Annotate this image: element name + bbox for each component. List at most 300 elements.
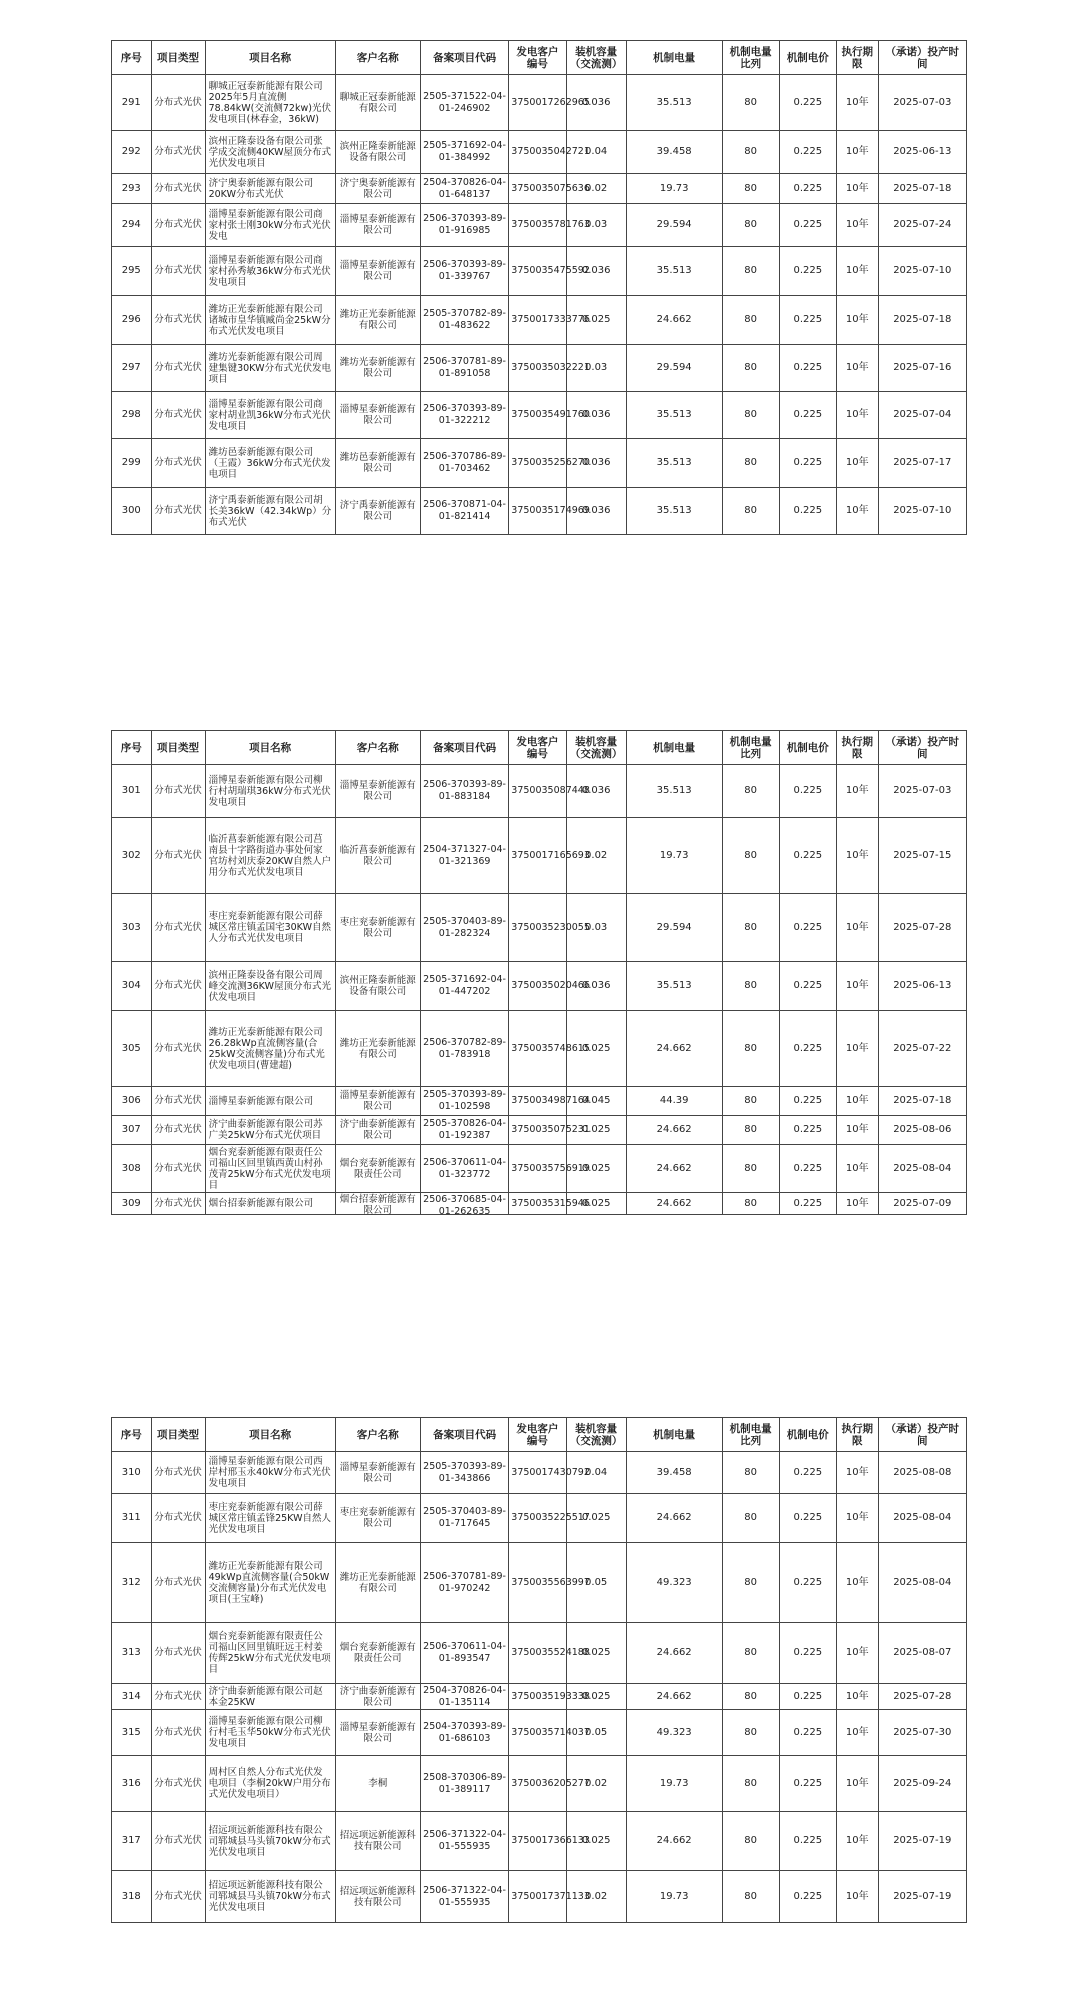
row-number (112, 1543, 152, 1623)
customer-account-text: 3750035174969 (511, 505, 590, 516)
client-name-text: 淄博星泰新能源有限公司 (339, 214, 416, 236)
column-header-installed-capacity: 装机容量（交流测） (566, 731, 626, 765)
commission-date-text: 2025-07-09 (893, 1197, 952, 1209)
project-name (205, 1116, 335, 1145)
filing-code (420, 765, 508, 818)
customer-account-text: 3750035042721 (511, 146, 590, 157)
customer-account (509, 1116, 590, 1145)
customer-account-text: 3750017262965 (511, 96, 590, 108)
energy-ratio-text: 80 (744, 1726, 757, 1738)
execution-term-text: 10年 (845, 1777, 869, 1789)
filing-code-text: 2506-370393-89-01-339767 (423, 259, 506, 282)
table-row (112, 392, 967, 439)
row-number-text: 295 (121, 265, 141, 276)
commission-date (878, 1087, 966, 1116)
installed-capacity-text: 0.05 (585, 1726, 608, 1738)
mechanism-energy (626, 765, 722, 818)
row-number (112, 765, 152, 818)
commission-date (878, 1145, 966, 1193)
commission-date-text: 2025-07-15 (893, 849, 952, 861)
energy-ratio-text: 80 (744, 362, 757, 373)
customer-account (509, 296, 590, 345)
mechanism-energy-text: 35.513 (656, 457, 692, 468)
row-number (112, 818, 152, 894)
row-number (112, 1087, 152, 1116)
column-header-commission-date: （承诺）投产时间 (878, 1418, 966, 1452)
project-name-text: 聊城正冠泰新能源有限公司2025年5月直流侧78.84kW(交流侧72kw)光伏发电项目(林春金，36kW) (208, 80, 331, 125)
customer-account (509, 1145, 590, 1193)
filing-code-text: 2506-371322-04-01-555935 (423, 1829, 506, 1852)
execution-term-text: 10年 (845, 362, 869, 373)
commission-date (878, 247, 966, 296)
execution-term-text: 10年 (845, 1512, 869, 1523)
client-name-text: 济宁奥泰新能源有限公司 (339, 177, 416, 200)
customer-account-text: 3750035256270 (511, 457, 590, 468)
commission-date (878, 1812, 966, 1871)
project-type-text: 分布式光伏 (154, 1647, 202, 1658)
execution-term (836, 1011, 878, 1087)
customer-account-text: 3750035230055 (511, 921, 590, 933)
client-name-text: 淄博星泰新能源有限公司 (339, 1090, 416, 1112)
filing-code (420, 962, 508, 1011)
energy-ratio-text: 80 (744, 785, 757, 796)
execution-term-text: 10年 (845, 785, 869, 796)
commission-date-text: 2025-07-03 (893, 96, 952, 108)
mechanism-price-text: 0.225 (793, 1890, 823, 1902)
energy-ratio (722, 1116, 779, 1145)
mechanism-energy-text: 24.662 (656, 1162, 692, 1174)
filing-code-text: 2504-371327-04-01-321369 (423, 843, 506, 867)
filing-code (420, 1011, 508, 1087)
project-type (151, 818, 205, 894)
commission-date-text: 2025-08-06 (893, 1124, 952, 1135)
row-number (112, 174, 152, 204)
execution-term (836, 818, 878, 894)
mechanism-price-text: 0.225 (793, 409, 823, 420)
project-type (151, 75, 205, 131)
energy-ratio (722, 345, 779, 392)
energy-ratio (722, 204, 779, 247)
column-header-energy-ratio: 机制电量比列 (722, 731, 779, 765)
row-number (112, 1623, 152, 1684)
column-header-mechanism-price: 机制电价 (779, 1418, 836, 1452)
energy-ratio-text: 80 (744, 1197, 757, 1209)
project-name (205, 1011, 335, 1087)
project-name-text: 淄博星泰新能源有限公司商家村张士刚30kW分布式光伏发电 (208, 208, 331, 242)
execution-term-text: 10年 (845, 314, 869, 325)
mechanism-energy-text: 35.513 (656, 96, 692, 108)
project-name (205, 962, 335, 1011)
project-name-text: 潍坊正光泰新能源有限公司49kWp直流侧容量(合50kW交流侧容量)分布式光伏发电项目(王宝峰) (208, 1560, 330, 1605)
client-name-text: 滨州正隆泰新能源设备有限公司 (339, 975, 416, 997)
project-type-text: 分布式光伏 (154, 1197, 202, 1209)
row-number-text: 310 (121, 1466, 141, 1478)
energy-ratio-text: 80 (744, 1095, 757, 1106)
project-name (205, 894, 335, 962)
mechanism-price (779, 1684, 836, 1710)
execution-term (836, 1145, 878, 1193)
table-row (112, 439, 967, 488)
filing-code-text: 2505-370403-89-01-717645 (423, 1506, 506, 1529)
energy-ratio (722, 1756, 779, 1812)
installed-capacity-text: 0.036 (581, 96, 611, 108)
installed-capacity-text: 0.04 (585, 146, 608, 157)
client-name (335, 962, 420, 1011)
column-header-project-type: 项目类型 (151, 731, 205, 765)
commission-date-text: 2025-07-28 (893, 921, 952, 933)
column-header-execution-term: 执行期限 (836, 731, 878, 765)
mechanism-price (779, 962, 836, 1011)
mechanism-energy-text: 19.73 (659, 849, 689, 861)
commission-date (878, 1543, 966, 1623)
project-type-text: 分布式光伏 (154, 409, 202, 420)
execution-term (836, 1710, 878, 1756)
row-number-text: 312 (121, 1576, 141, 1588)
commission-date-text: 2025-07-19 (893, 1835, 952, 1846)
execution-term (836, 204, 878, 247)
column-header-client-name: 客户名称 (335, 1418, 420, 1452)
filing-code (420, 131, 508, 174)
project-name-text: 烟台兖泰新能源有限责任公司福山区回里镇西黄山村孙茂青25kW分布式光伏发电项目 (208, 1146, 331, 1191)
commission-date-text: 2025-07-18 (893, 182, 952, 194)
project-type (151, 1452, 205, 1494)
mechanism-price (779, 131, 836, 174)
project-name (205, 1684, 335, 1710)
customer-account-text: 3750035563997 (511, 1576, 590, 1588)
client-name (335, 392, 420, 439)
project-type (151, 392, 205, 439)
customer-account-text: 3750017371133 (511, 1890, 590, 1902)
energy-ratio-text: 80 (744, 182, 757, 194)
installed-capacity-text: 0.025 (581, 1124, 611, 1135)
project-type-text: 分布式光伏 (154, 505, 202, 516)
customer-account-text: 3750035087448 (511, 785, 590, 796)
project-type-text: 分布式光伏 (154, 1726, 202, 1738)
mechanism-price-text: 0.225 (793, 505, 823, 516)
client-name (335, 488, 420, 535)
registry-table-2 (111, 730, 967, 1215)
mechanism-energy-text: 24.662 (656, 1042, 692, 1054)
customer-account-text: 3750035491760 (511, 409, 590, 420)
project-name (205, 488, 335, 535)
filing-code-text: 2506-370685-04-01-262635 (423, 1193, 506, 1217)
commission-date (878, 1116, 966, 1145)
execution-term (836, 131, 878, 174)
execution-term (836, 1756, 878, 1812)
mechanism-price-text: 0.225 (793, 314, 823, 325)
project-type (151, 1871, 205, 1923)
project-name-text: 济宁禹泰新能源有限公司胡长美36kW（42.34kWp）分布式光伏 (208, 494, 332, 528)
mechanism-price-text: 0.225 (793, 921, 823, 933)
mechanism-price-text: 0.225 (793, 182, 823, 194)
energy-ratio-text: 80 (744, 1124, 757, 1135)
energy-ratio (722, 765, 779, 818)
customer-account-text: 3750035748615 (511, 1042, 590, 1054)
client-name-text: 潍坊正光泰新能源有限公司 (339, 1571, 416, 1594)
project-type (151, 174, 205, 204)
execution-term-text: 10年 (845, 1095, 869, 1106)
row-number-text: 314 (121, 1690, 141, 1702)
execution-term (836, 1494, 878, 1543)
energy-ratio (722, 1710, 779, 1756)
project-type (151, 1116, 205, 1145)
project-name (205, 75, 335, 131)
installed-capacity-text: 0.036 (581, 785, 611, 796)
project-name-text: 潍坊光泰新能源有限公司周建集键30KW分布式光伏发电项目 (208, 351, 331, 385)
mechanism-energy-text: 29.594 (656, 921, 692, 933)
mechanism-energy (626, 1710, 722, 1756)
energy-ratio-text: 80 (744, 1777, 757, 1789)
client-name (335, 1494, 420, 1543)
project-type (151, 1087, 205, 1116)
mechanism-energy-text: 29.594 (656, 219, 692, 230)
row-number-text: 313 (121, 1647, 141, 1658)
filing-code-text: 2504-370826-04-01-648137 (423, 176, 506, 200)
project-type (151, 247, 205, 296)
execution-term-text: 10年 (845, 96, 869, 108)
project-name-text: 枣庄兖泰新能源有限公司薛城区常庄镇孟国宅30KW自然人分布式光伏发电项目 (208, 911, 331, 944)
filing-code (420, 1145, 508, 1193)
project-name-text: 淄博星泰新能源有限公司商家村胡业凯36kW分布式光伏发电项目 (208, 398, 331, 432)
client-name (335, 1011, 420, 1087)
column-header-mechanism-energy: 机制电量 (626, 731, 722, 765)
customer-account-text: 3750035315946 (511, 1197, 590, 1209)
energy-ratio (722, 894, 779, 962)
filing-code (420, 1087, 508, 1116)
client-name-text: 烟台兖泰新能源有限责任公司 (339, 1157, 416, 1180)
commission-date-text: 2025-07-03 (893, 785, 952, 796)
execution-term (836, 296, 878, 345)
row-number-text: 309 (121, 1197, 141, 1209)
project-name-text: 临沂菖泰新能源有限公司莒南县十字路街道办事处何家官坊村刘庆泰20KW自然人户用分布式光伏发电项目 (208, 833, 331, 878)
project-name-text: 淄博星泰新能源有限公司西岸村邢玉永40kW分布式光伏发电项目 (208, 1456, 331, 1489)
project-name-text: 枣庄兖泰新能源有限公司薛城区常庄镇孟锋25KW自然人光伏发电项目 (208, 1501, 331, 1535)
mechanism-price-text: 0.225 (793, 849, 823, 861)
mechanism-energy (626, 131, 722, 174)
mechanism-price (779, 894, 836, 962)
table-row (112, 894, 967, 962)
table-row (112, 1756, 967, 1812)
filing-code-text: 2504-370826-04-01-135114 (423, 1684, 506, 1708)
table-row (112, 1494, 967, 1543)
execution-term (836, 488, 878, 535)
column-header-client-name: 客户名称 (335, 41, 420, 75)
row-number-text: 308 (121, 1162, 141, 1174)
energy-ratio (722, 1494, 779, 1543)
customer-account (509, 1011, 590, 1087)
filing-code (420, 1710, 508, 1756)
mechanism-energy (626, 296, 722, 345)
row-number-text: 307 (121, 1124, 141, 1135)
row-number (112, 894, 152, 962)
commission-date (878, 345, 966, 392)
commission-date-text: 2025-07-22 (893, 1042, 952, 1054)
commission-date (878, 1871, 966, 1923)
row-number (112, 345, 152, 392)
project-name (205, 1623, 335, 1684)
row-number-text: 311 (121, 1512, 141, 1523)
energy-ratio (722, 1543, 779, 1623)
mechanism-price (779, 1812, 836, 1871)
commission-date-text: 2025-07-18 (893, 314, 952, 325)
execution-term-text: 10年 (845, 849, 869, 861)
commission-date-text: 2025-09-24 (893, 1777, 952, 1789)
project-name (205, 247, 335, 296)
execution-term (836, 1871, 878, 1923)
customer-account (509, 1710, 590, 1756)
project-name (205, 1452, 335, 1494)
execution-term-text: 10年 (845, 1890, 869, 1902)
installed-capacity-text: 0.045 (581, 1095, 611, 1106)
execution-term-text: 10年 (845, 1647, 869, 1658)
project-name-text: 滨州正隆泰设备有限公司周峰交流测36KW屋顶分布式光伏发电项目 (208, 969, 331, 1003)
table-row (112, 75, 967, 131)
row-number (112, 1011, 152, 1087)
project-name (205, 1710, 335, 1756)
commission-date-text: 2025-06-13 (893, 980, 952, 991)
customer-account (509, 765, 590, 818)
project-type (151, 1011, 205, 1087)
project-type-text: 分布式光伏 (154, 1162, 202, 1174)
client-name (335, 204, 420, 247)
customer-account (509, 392, 590, 439)
customer-account (509, 131, 590, 174)
mechanism-energy-text: 35.513 (656, 505, 692, 516)
customer-account-text: 3750035193338 (511, 1690, 590, 1702)
customer-account (509, 1623, 590, 1684)
execution-term-text: 10年 (845, 921, 869, 933)
row-number-text: 292 (121, 146, 141, 157)
client-name-text: 济宁曲泰新能源有限公司 (339, 1119, 416, 1141)
filing-code-text: 2505-370393-89-01-343866 (423, 1460, 506, 1484)
client-name (335, 1087, 420, 1116)
energy-ratio (722, 488, 779, 535)
table-row (112, 1623, 967, 1684)
customer-account (509, 894, 590, 962)
row-number (112, 962, 152, 1011)
client-name (335, 818, 420, 894)
project-type-text: 分布式光伏 (154, 182, 202, 194)
customer-account (509, 247, 590, 296)
customer-account-text: 3750036205277 (511, 1777, 590, 1789)
row-number-text: 303 (121, 921, 141, 933)
execution-term (836, 962, 878, 1011)
installed-capacity-text: 0.025 (581, 1835, 611, 1846)
mechanism-price (779, 174, 836, 204)
commission-date-text: 2025-08-07 (893, 1647, 952, 1658)
table-row (112, 1871, 967, 1923)
commission-date (878, 1710, 966, 1756)
row-number-text: 297 (121, 362, 141, 373)
customer-account (509, 439, 590, 488)
client-name-text: 济宁曲泰新能源有限公司 (339, 1685, 416, 1708)
project-type (151, 1710, 205, 1756)
column-header-installed-capacity: 装机容量（交流测） (566, 41, 626, 75)
project-name (205, 765, 335, 818)
project-name-text: 招远项远新能源科技有限公司郓城县马头镇70kW分布式光伏发电项目 (208, 1880, 331, 1913)
execution-term-text: 10年 (845, 1835, 869, 1846)
installed-capacity-text: 0.036 (581, 457, 611, 468)
project-name (205, 1193, 335, 1215)
table-row (112, 1116, 967, 1145)
customer-account (509, 75, 590, 131)
mechanism-energy-text: 35.513 (656, 980, 692, 991)
energy-ratio-text: 80 (744, 1512, 757, 1523)
row-number (112, 1452, 152, 1494)
client-name-text: 潍坊正光泰新能源有限公司 (339, 309, 416, 331)
project-type-text: 分布式光伏 (154, 1690, 202, 1702)
client-name-text: 淄博星泰新能源有限公司 (339, 404, 416, 426)
commission-date (878, 439, 966, 488)
mechanism-price (779, 247, 836, 296)
project-name-text: 烟台招泰新能源有限公司 (208, 1198, 314, 1209)
row-number (112, 488, 152, 535)
project-name (205, 296, 335, 345)
project-type (151, 765, 205, 818)
row-number-text: 299 (121, 457, 141, 468)
installed-capacity-text: 0.025 (581, 1042, 611, 1054)
installed-capacity-text: 0.036 (581, 409, 611, 420)
customer-account (509, 1494, 590, 1543)
project-name (205, 1145, 335, 1193)
column-header-project-name: 项目名称 (205, 1418, 335, 1452)
installed-capacity-text: 0.025 (581, 314, 611, 325)
filing-code (420, 1452, 508, 1494)
project-name-text: 潍坊正光泰新能源有限公司26.28kWp直流侧容量(合25kW交流侧容量)分布式光伏发电项目(曹建超) (208, 1026, 325, 1071)
row-number-text: 301 (121, 785, 141, 796)
column-header-client-name: 客户名称 (335, 731, 420, 765)
mechanism-energy-text: 39.458 (656, 146, 692, 157)
customer-account (509, 818, 590, 894)
mechanism-price-text: 0.225 (793, 265, 823, 276)
commission-date (878, 962, 966, 1011)
project-name-text: 淄博星泰新能源有限公司柳行村毛玉华50kW分布式光伏发电项目 (208, 1716, 331, 1749)
mechanism-energy (626, 894, 722, 962)
mechanism-energy-text: 24.662 (656, 1512, 692, 1523)
execution-term-text: 10年 (845, 265, 869, 276)
filing-code (420, 488, 508, 535)
energy-ratio (722, 818, 779, 894)
mechanism-price (779, 488, 836, 535)
project-type (151, 131, 205, 174)
column-header-project-name: 项目名称 (205, 731, 335, 765)
filing-code-text: 2505-370782-89-01-483622 (423, 308, 506, 331)
column-header-project-type: 项目类型 (151, 41, 205, 75)
project-name-text: 周村区自然人分布式光伏发电项目（李桐20kW户用分布式光伏发电项目） (208, 1767, 331, 1800)
column-header-filing-code: 备案项目代码 (420, 41, 508, 75)
mechanism-energy-text: 49.323 (656, 1726, 692, 1738)
client-name (335, 765, 420, 818)
customer-account-text: 3750035075636 (511, 182, 590, 194)
energy-ratio-text: 80 (744, 1647, 757, 1658)
project-type-text: 分布式光伏 (154, 96, 202, 108)
customer-account-text: 3750035756919 (511, 1162, 590, 1174)
project-type (151, 439, 205, 488)
installed-capacity-text: 0.04 (585, 1466, 608, 1478)
project-name (205, 439, 335, 488)
client-name-text: 枣庄兖泰新能源有限公司 (339, 916, 416, 939)
project-name (205, 174, 335, 204)
customer-account (509, 1756, 590, 1812)
row-number (112, 1710, 152, 1756)
execution-term (836, 174, 878, 204)
project-name (205, 204, 335, 247)
table-row (112, 1710, 967, 1756)
commission-date (878, 1011, 966, 1087)
table-row (112, 1684, 967, 1710)
commission-date-text: 2025-07-30 (893, 1726, 952, 1738)
mechanism-energy (626, 1684, 722, 1710)
